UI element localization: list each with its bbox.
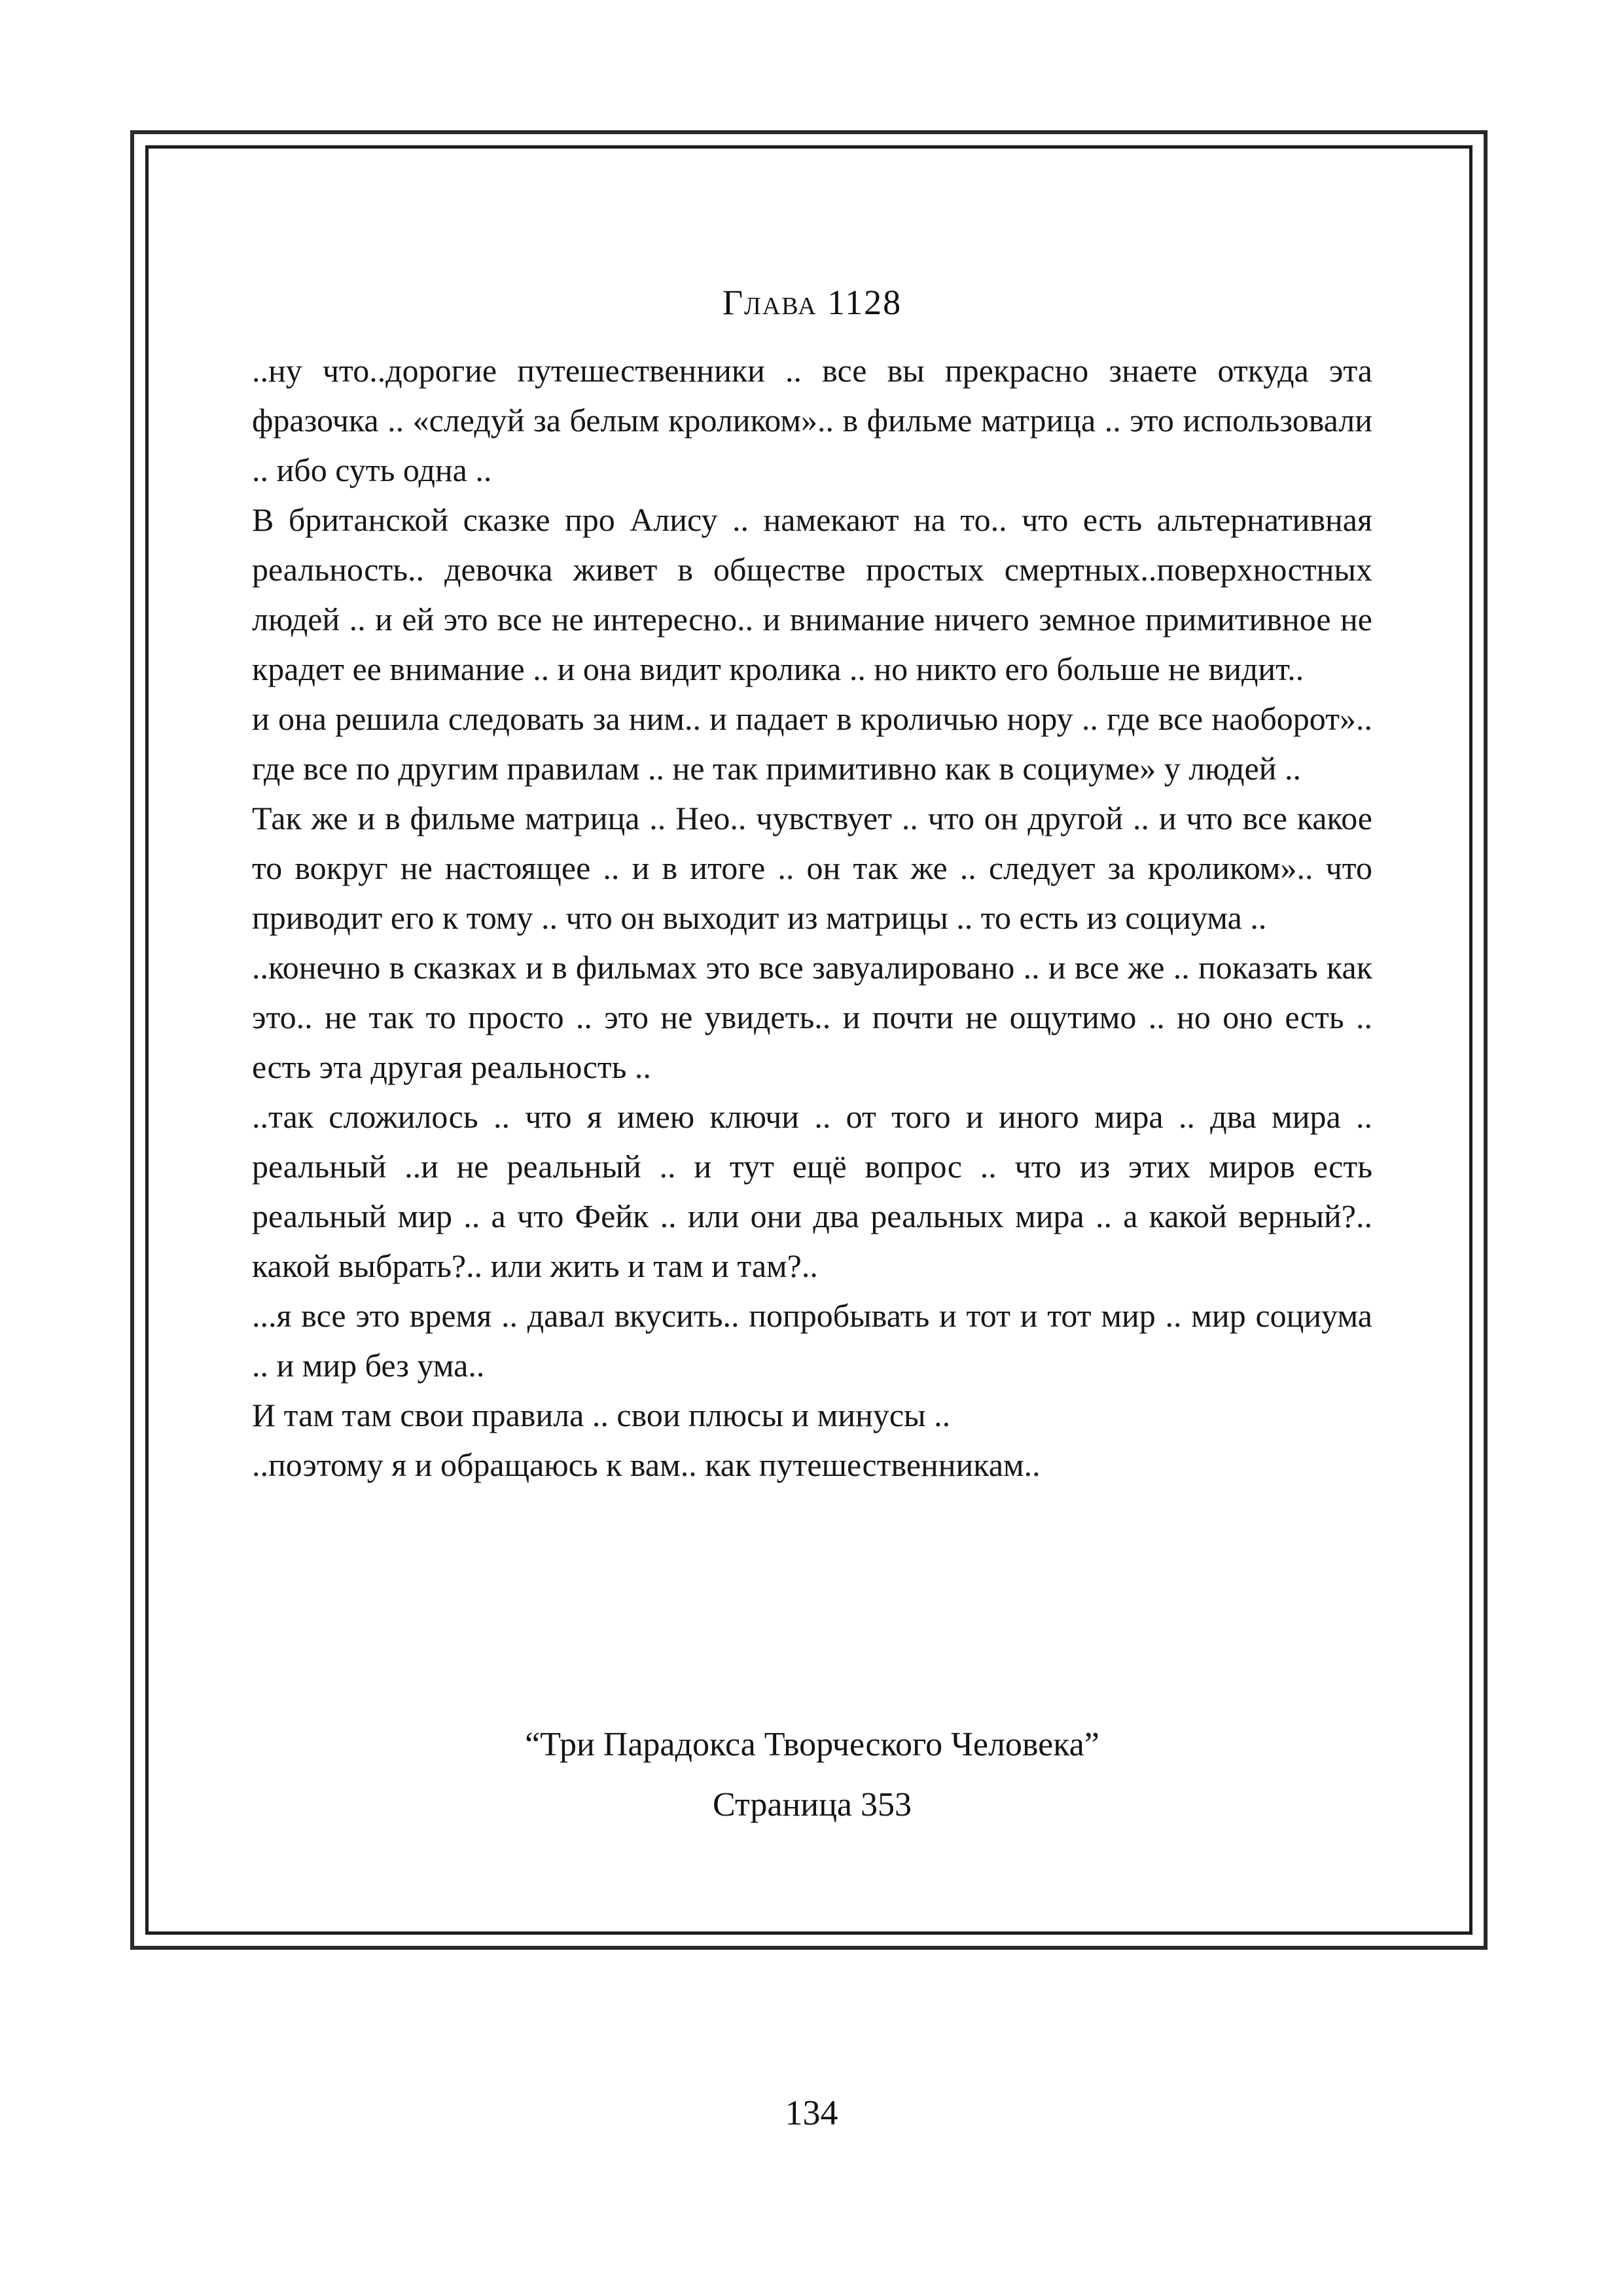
paragraph: Так же и в фильме матрица .. Нео.. чувствует .. что он другой .. и что все какое то вокруг не настоящее .. и в итоге .. он так же .. следует за кроликом».. что приводит его к тому .. что он выходит из матрицы .. то есть из социума .. (252, 800, 1372, 936)
paragraph: ..так сложилось .. что я имею ключи .. от того и иного мира .. два мира .. реальный ..и не реальный .. и тут ещё вопрос .. что из этих миров есть реальный мир .. а что Фейк .. или они два реальных мира .. а какой верный?.. какой выбрать?.. или жить и там и там?.. (252, 1098, 1372, 1284)
chapter-heading: Глава 1128 (722, 283, 902, 322)
paragraph: И там там свои правила .. свои плюсы и минусы .. (252, 1397, 951, 1433)
paragraph: ..ну что..дорогие путешественники .. все вы прекрасно знаете откуда эта фразочка .. «следуй за белым кроликом».. в фильме матрица .. это использовали .. ибо суть одна .. (252, 352, 1372, 488)
page-number: 134 (785, 2093, 838, 2132)
page-reference: Страница 353 (712, 1786, 912, 1823)
body-text (252, 346, 1372, 1490)
book-title: “Три Парадокса Творческого Человека” (525, 1726, 1099, 1763)
paragraph: ..конечно в сказках и в фильмах это все завуалировано .. и все же .. показать как это.. не так то просто .. это не увидеть.. и почти не ощутимо .. но оно есть .. есть эта другая реальность .. (252, 949, 1372, 1085)
paragraph: ...я все это время .. давал вкусить.. попробывать и тот и тот мир .. мир социума .. и мир без ума.. (252, 1297, 1372, 1384)
paragraph: В британской сказке про Алису .. намекают на то.. что есть альтернативная реальность.. девочка живет в обществе простых смертных..поверхностных людей .. и ей это все не интересно.. и внимание ничего земное примитивное не крадет ее внимание .. и она видит кролика .. но никто его больше не видит.. (252, 501, 1372, 687)
paragraph: ..поэтому я и обращаюсь к вам.. как путешественникам.. (252, 1446, 1041, 1483)
paragraph: и она решила следовать за ним.. и падает в кроличью нору .. где все наоборот».. где все по другим правилам .. не так примитивно как в социуме» у людей .. (252, 700, 1372, 787)
footer-block (252, 1725, 1372, 1825)
